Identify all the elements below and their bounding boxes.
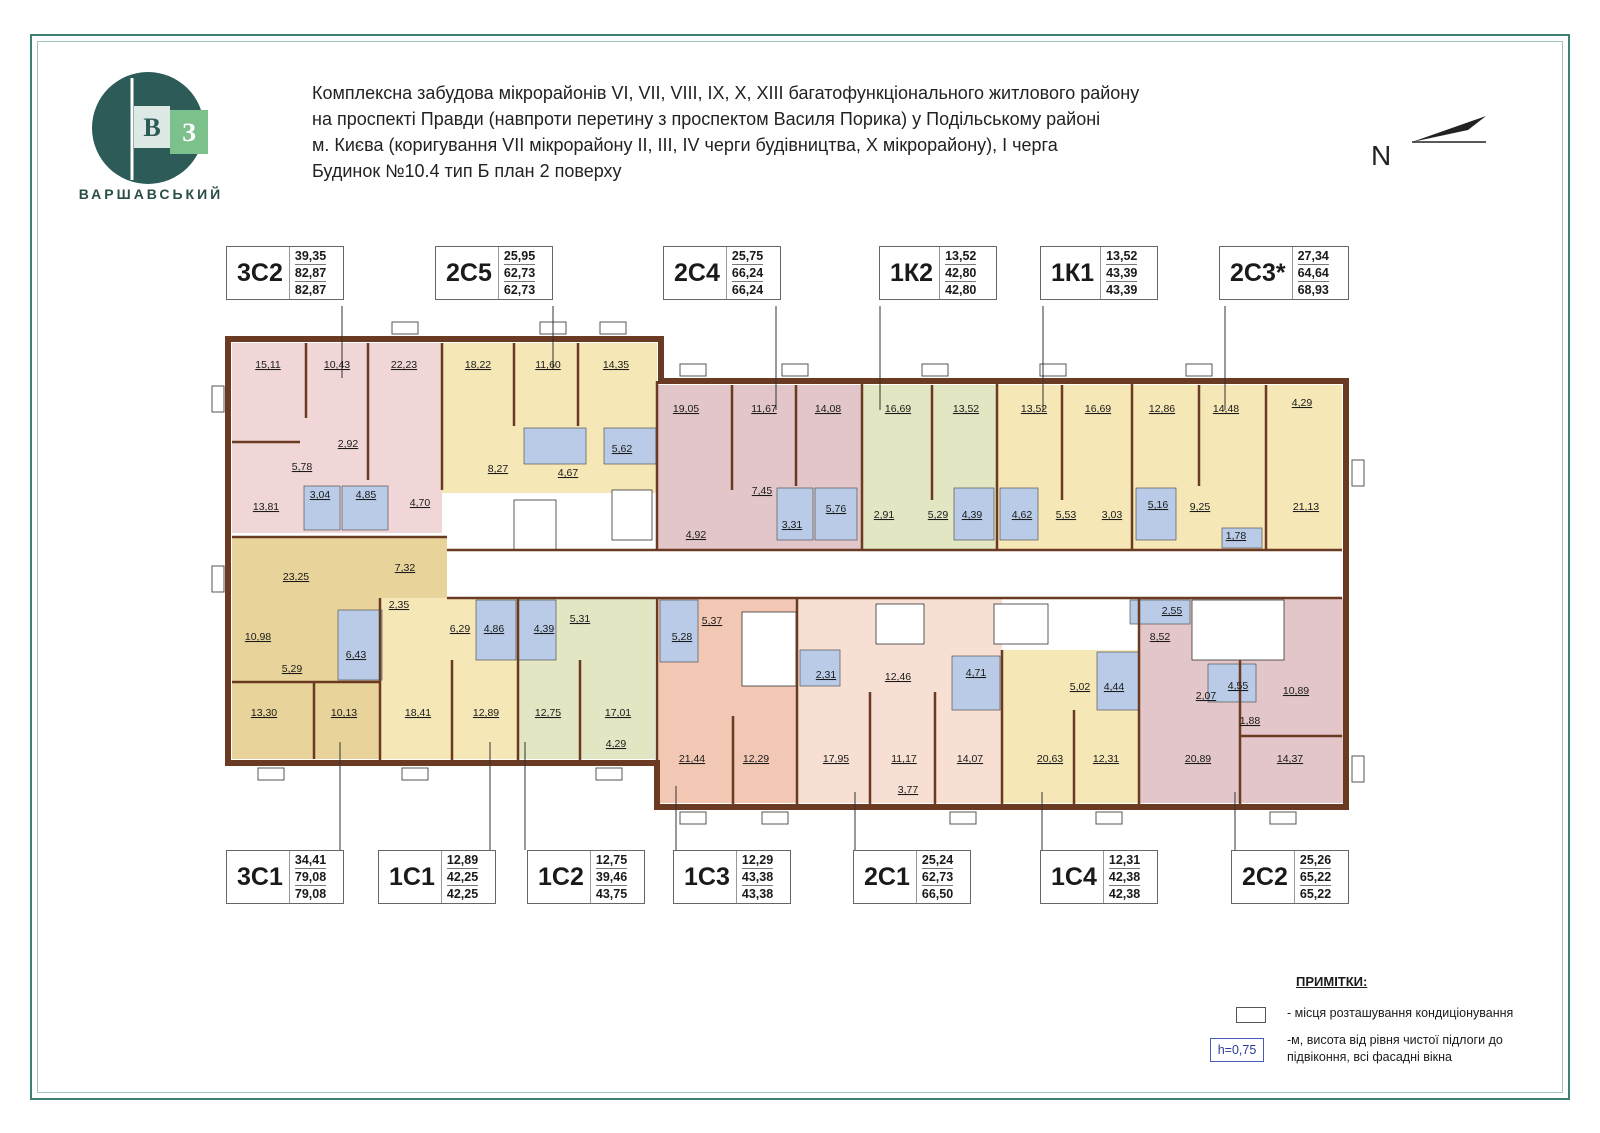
elevator — [876, 604, 924, 644]
apartment-areas — [1294, 851, 1336, 903]
elevator — [612, 490, 652, 540]
room-area-label: 4,39 — [533, 623, 555, 635]
room-area-label: 3,04 — [309, 489, 331, 501]
title-line-2: на проспекті Правди (навпроти перетину з проспектом Василя Порика) у Подільському районі — [312, 109, 1101, 129]
apartment-area-value: 12,29 — [741, 853, 774, 867]
room-area-label: 4,44 — [1103, 681, 1125, 693]
ac-unit — [212, 566, 224, 592]
apartment-area-value: 25,24 — [921, 853, 954, 867]
room-area-label: 2,31 — [815, 669, 837, 681]
room-area-label: 5,29 — [281, 663, 303, 675]
brand-name: ВАРШАВСЬКИЙ — [78, 186, 224, 202]
apartment-box — [226, 850, 344, 904]
room-area-label: 7,45 — [751, 485, 773, 497]
apartment-area-value: 25,26 — [1299, 853, 1332, 867]
apartment-code: 1С1 — [389, 862, 435, 891]
room-area-label: 5,37 — [701, 615, 723, 627]
room-area-label: 5,02 — [1069, 681, 1091, 693]
room-area-label: 14,35 — [602, 359, 630, 371]
room-area-label: 2,07 — [1195, 690, 1217, 702]
logo-letter-v: В — [143, 113, 161, 142]
apartment-area-value: 62,73 — [503, 283, 536, 297]
apartment-code: 1С2 — [538, 862, 584, 891]
room-area-label: 4,92 — [685, 529, 707, 541]
room-area-label: 8,52 — [1149, 631, 1171, 643]
ac-unit — [1186, 364, 1212, 376]
room-area-label: 4,85 — [355, 489, 377, 501]
ac-unit — [1352, 756, 1364, 782]
apartment-code: 1С4 — [1051, 862, 1097, 891]
apartment-box — [1040, 850, 1158, 904]
room-area-label: 12,31 — [1092, 753, 1120, 765]
apartment-area-value: 43,38 — [741, 887, 774, 901]
room-area-label: 18,22 — [464, 359, 492, 371]
room-area-label: 22,23 — [390, 359, 418, 371]
apartment-areas — [289, 851, 331, 903]
room-area-label: 7,32 — [394, 562, 416, 574]
apartment-code: 3С2 — [237, 258, 283, 287]
ac-unit — [1352, 460, 1364, 486]
room-area-label: 14,37 — [1276, 753, 1304, 765]
apartment-box — [853, 850, 971, 904]
apartment-area-value: 12,31 — [1108, 853, 1141, 867]
ac-unit — [600, 322, 626, 334]
title-line-3: м. Києва (коригування VII мікрорайону II, III, IV черги будівництва, X мікрорайону), I черга — [312, 135, 1058, 155]
north-label: N — [1371, 140, 1392, 171]
room-area-label: 2,91 — [873, 509, 895, 521]
room-area-label: 18,41 — [404, 707, 432, 719]
room-area-label: 20,63 — [1036, 753, 1064, 765]
room-area-label: 12,86 — [1148, 403, 1176, 415]
room-area-label: 9,25 — [1189, 501, 1211, 513]
title-line-4: Будинок №10.4 тип Б план 2 поверху — [312, 161, 622, 181]
room-area-label: 13,81 — [252, 501, 280, 513]
apartment-area-value: 42,80 — [945, 266, 977, 280]
stairwell — [742, 612, 796, 686]
bathroom — [1136, 488, 1176, 540]
apartment-areas — [736, 851, 778, 903]
room-area-label: 4,29 — [605, 738, 627, 750]
apartment-box — [226, 246, 344, 300]
apartment-areas — [590, 851, 632, 903]
apartment-code: 2С4 — [674, 258, 720, 287]
bathroom — [777, 488, 813, 540]
apartment-area-value: 79,08 — [294, 870, 327, 884]
room-area-label: 6,43 — [345, 649, 367, 661]
apartment-code: 2С5 — [446, 258, 492, 287]
apartment-areas — [726, 247, 768, 299]
apartment-area-value: 42,80 — [945, 283, 977, 297]
room-area-label: 4,39 — [961, 509, 983, 521]
room-area-label: 4,29 — [1291, 397, 1313, 409]
apartment-area-value: 62,73 — [503, 266, 536, 280]
apartment-code: 3С1 — [237, 862, 283, 891]
room-area-label: 12,89 — [472, 707, 500, 719]
ac-symbol-icon — [1236, 1007, 1266, 1023]
room-area-label: 23,25 — [282, 571, 310, 583]
room-area-label: 4,86 — [483, 623, 505, 635]
apartment-area-value: 42,25 — [446, 887, 479, 901]
room-area-label: 17,01 — [604, 707, 632, 719]
apartment-area-value: 68,93 — [1297, 283, 1329, 297]
bathroom — [952, 656, 1000, 710]
apartment-area-value: 25,75 — [731, 249, 764, 263]
ac-unit — [782, 364, 808, 376]
room-area-label: 17,95 — [822, 753, 850, 765]
apartment-code: 1С3 — [684, 862, 730, 891]
apartment-area-value: 66,24 — [731, 283, 764, 297]
room-area-label: 1,88 — [1239, 715, 1261, 727]
apartment-area-value: 66,24 — [731, 266, 764, 280]
room-area-label: 5,62 — [611, 443, 633, 455]
ac-unit — [922, 364, 948, 376]
apartment-area-value: 27,34 — [1297, 249, 1329, 263]
room-area-label: 1,78 — [1225, 530, 1247, 542]
apartment-area-value: 12,75 — [595, 853, 628, 867]
room-area-label: 5,76 — [825, 503, 847, 515]
ac-unit — [680, 364, 706, 376]
apartment-area-value: 43,38 — [741, 870, 774, 884]
room-area-label: 5,53 — [1055, 509, 1077, 521]
room-area-label: 11,60 — [535, 359, 561, 371]
apartment-area-value: 65,22 — [1299, 887, 1332, 901]
room-area-label: 5,78 — [291, 461, 313, 473]
apartment-box — [673, 850, 791, 904]
apartment-area-value: 43,39 — [1106, 283, 1138, 297]
room-area-label: 10,89 — [1282, 685, 1310, 697]
ac-unit — [680, 812, 706, 824]
room-area-label: 12,46 — [884, 671, 912, 683]
apartment-area-value: 39,35 — [294, 249, 327, 263]
room-area-label: 5,16 — [1147, 499, 1169, 511]
apartment-code: 2С1 — [864, 862, 910, 891]
room-area-label: 10,43 — [323, 359, 351, 371]
room-area-label: 13,52 — [952, 403, 980, 415]
apartment-code: 1К1 — [1051, 258, 1095, 287]
apartment-area-value: 42,38 — [1108, 870, 1141, 884]
ac-unit — [212, 386, 224, 412]
room-area-label: 4,62 — [1011, 509, 1033, 521]
bathroom — [338, 610, 382, 680]
apartment-box — [527, 850, 645, 904]
room-area-label: 13,52 — [1020, 403, 1048, 415]
room-area-label: 4,70 — [409, 497, 431, 509]
room-area-label: 14,08 — [814, 403, 842, 415]
room-area-label: 19,05 — [672, 403, 700, 415]
room-area-label: 21,44 — [678, 753, 706, 765]
apartment-area-value: 39,46 — [595, 870, 628, 884]
room-area-label: 15,11 — [255, 359, 281, 371]
room-area-label: 3,03 — [1101, 509, 1123, 521]
apartment-areas — [498, 247, 540, 299]
apartment-area-value: 82,87 — [294, 266, 327, 280]
ac-unit — [950, 812, 976, 824]
room-area-label: 13,30 — [250, 707, 278, 719]
bathroom — [524, 428, 586, 464]
notes-title: ПРИМІТКИ: — [1296, 974, 1368, 989]
room-area-label: 2,35 — [388, 599, 410, 611]
room-area-label: 10,13 — [330, 707, 358, 719]
room-area-label: 21,13 — [1292, 501, 1320, 513]
ac-unit — [1040, 364, 1066, 376]
apartment-area-value: 42,25 — [446, 870, 479, 884]
apartment-area-value: 43,39 — [1106, 266, 1138, 280]
apartment-area-value: 62,73 — [921, 870, 954, 884]
room-area-label: 2,55 — [1161, 605, 1183, 617]
apartment-areas — [1103, 851, 1145, 903]
apartment-box — [879, 246, 997, 300]
apartment-area-value: 13,52 — [945, 249, 977, 263]
corridor — [447, 550, 1342, 598]
apartment-box — [378, 850, 496, 904]
apartment-area-value: 13,52 — [1106, 249, 1138, 263]
room-area-label: 3,31 — [781, 519, 803, 531]
note-ac-text: - місця розташування кондиціонування — [1287, 1006, 1514, 1020]
room-area-label: 20,89 — [1184, 753, 1212, 765]
ac-unit — [762, 812, 788, 824]
apartment-area-value: 65,22 — [1299, 870, 1332, 884]
apartment-box — [1219, 246, 1349, 300]
note-sill-height-text: -м, висота від рівня чистої підлоги до підвіконня, всі фасадні вікна — [1287, 1033, 1503, 1064]
apartment-code: 2С2 — [1242, 862, 1288, 891]
room-area-label: 16,69 — [1084, 403, 1112, 415]
room-area-label: 12,75 — [534, 707, 562, 719]
room-area-label: 2,92 — [337, 438, 359, 450]
apartment-code: 1К2 — [890, 258, 934, 287]
room-area-label: 11,17 — [891, 753, 917, 765]
elevator — [514, 500, 556, 550]
room-area-label: 5,31 — [569, 613, 591, 625]
stairwell — [1192, 600, 1284, 660]
apartment-area-value: 64,64 — [1297, 266, 1329, 280]
room-area-label: 8,27 — [487, 463, 509, 475]
apartment-area-value: 12,89 — [446, 853, 479, 867]
room-area-label: 4,67 — [557, 467, 579, 479]
room-area-label: 5,29 — [927, 509, 949, 521]
room-area-label: 6,29 — [449, 623, 471, 635]
ac-unit — [1270, 812, 1296, 824]
logo-letter-z: З — [182, 118, 196, 147]
room-area-label: 16,69 — [884, 403, 912, 415]
apartment-box — [1040, 246, 1158, 300]
apartment-box — [663, 246, 781, 300]
ac-unit — [596, 768, 622, 780]
ac-unit — [258, 768, 284, 780]
room-area-label: 4,55 — [1227, 680, 1249, 692]
apartment-areas — [441, 851, 483, 903]
apartment-area-value: 25,95 — [503, 249, 536, 263]
apartment-area-value: 43,75 — [595, 887, 628, 901]
apartment-areas — [916, 851, 958, 903]
title-line-1: Комплексна забудова мікрорайонів VI, VII, VIII, IX, X, XIII багатофункціонального житлового району — [312, 83, 1140, 103]
room-area-label: 12,29 — [742, 753, 770, 765]
apartment-areas — [1292, 247, 1334, 299]
apartment-area-value: 82,87 — [294, 283, 327, 297]
apartment-area-value: 79,08 — [294, 887, 327, 901]
ac-unit — [1096, 812, 1122, 824]
room-area-label: 10,98 — [244, 631, 272, 643]
room-area-label: 3,77 — [897, 784, 919, 796]
apartment-area-value: 66,50 — [921, 887, 954, 901]
apartment-box — [435, 246, 553, 300]
apartment-areas — [1100, 247, 1142, 299]
room-area-label: 14,07 — [956, 753, 984, 765]
apartment-areas — [289, 247, 331, 299]
room-area-label: 4,71 — [965, 667, 987, 679]
elevator — [994, 604, 1048, 644]
apartment-areas — [939, 247, 981, 299]
room-area-label: 14,48 — [1212, 403, 1240, 415]
room-area-label: 11,67 — [751, 403, 777, 415]
room-area-label: 5,28 — [671, 631, 693, 643]
apartment-area-value: 34,41 — [294, 853, 327, 867]
ac-unit — [402, 768, 428, 780]
apartment-box — [1231, 850, 1349, 904]
ac-unit — [392, 322, 418, 334]
apartment-area-value: 42,38 — [1108, 887, 1141, 901]
sill-height-symbol: h=0,75 — [1210, 1038, 1264, 1062]
apartment-code: 2С3* — [1230, 258, 1286, 287]
